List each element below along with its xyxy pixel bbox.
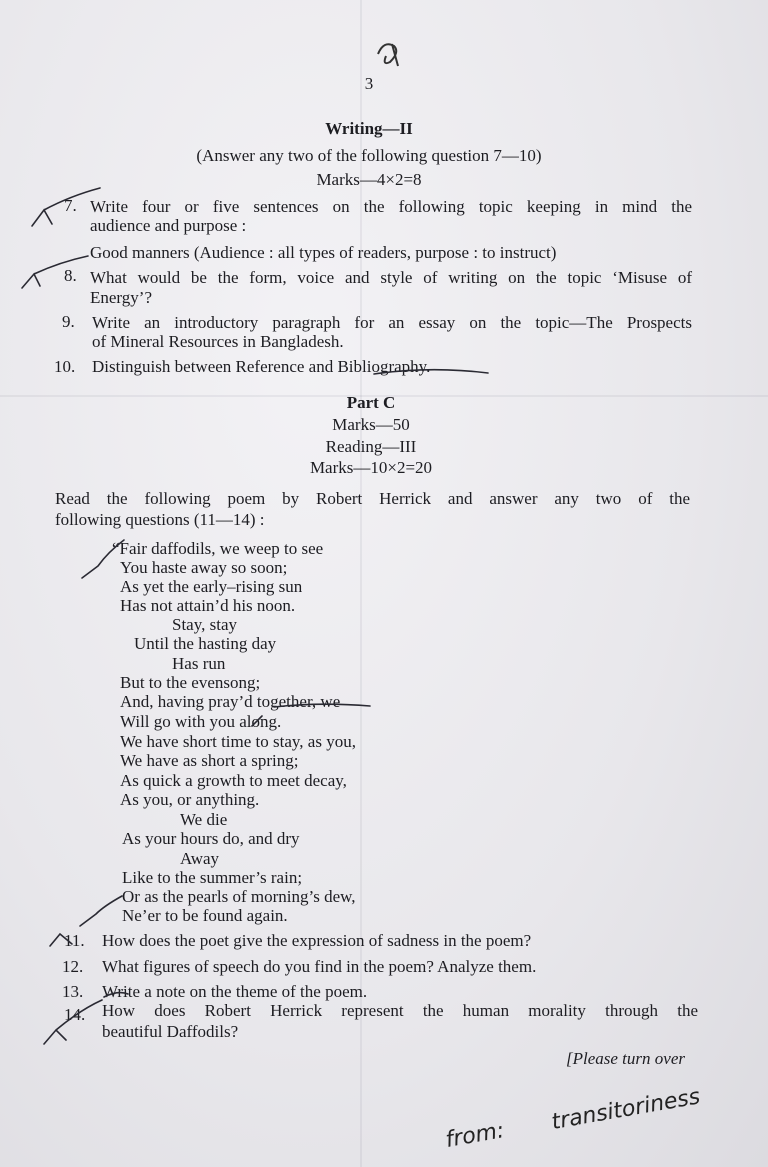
poem-line: Has not attain’d his noon. — [120, 596, 296, 615]
question-14-line1: How does Robert Herrick represent the human morality through the — [102, 1001, 698, 1020]
question-7-topic: Good manners (Audience : all types of readers, purpose : to instruct) — [90, 243, 557, 262]
question-13-line1: Write a note on the theme of the poem. — [102, 982, 368, 1001]
question-8-line2: Energy’? — [90, 288, 152, 307]
poem-line: As yet the early–rising sun — [120, 577, 303, 596]
question-8-number: 8. — [64, 266, 77, 285]
question-10-number: 10. — [54, 357, 76, 376]
poem-line: We have short time to stay, as you, — [120, 732, 356, 751]
question-12-number: 12. — [62, 957, 84, 976]
poem-line: As quick a growth to meet decay, — [120, 771, 347, 790]
question-7-line2: audience and purpose : — [90, 216, 247, 235]
handwritten-note-right: transitoriness — [549, 1084, 703, 1135]
question-8-line1: What would be the form, voice and style of writing on the topic ‘Misuse of — [90, 268, 692, 287]
reading-marks: Marks—10×2=20 — [309, 458, 433, 477]
question-11-line1: How does the poet give the expression of sadness in the poem? — [102, 931, 532, 950]
page-number: 3 — [364, 74, 374, 93]
poem-line: As your hours do, and dry — [122, 829, 300, 848]
writing-marks: Marks—4×2=8 — [316, 170, 422, 189]
poem-line: Will go with you along. — [120, 712, 282, 731]
poem-intro-line1: Read the following poem by Robert Herrick and answer any two of the — [55, 489, 690, 508]
question-11-number: 11. — [64, 931, 85, 950]
poem-line: You haste away so soon; — [120, 558, 288, 577]
poem-line: As you, or anything. — [120, 790, 260, 809]
poem-line: Away — [180, 849, 220, 868]
poem-line: We die — [180, 810, 228, 829]
poem-intro-line2: following questions (11—14) : — [55, 510, 265, 529]
writing-instruction: (Answer any two of the following question 7—10) — [196, 146, 542, 165]
question-10-line1: Distinguish between Reference and Bibliography. — [92, 357, 431, 376]
writing-section-title: Writing—II — [325, 119, 413, 138]
question-12-line1: What figures of speech do you find in the poem? Analyze them. — [102, 957, 537, 976]
question-14-line2: beautiful Daffodils? — [102, 1022, 239, 1041]
question-9-line2: of Mineral Resources in Bangladesh. — [92, 332, 344, 351]
question-7-line1: Write four or five sentences on the following topic keeping in mind the — [90, 197, 692, 216]
handwritten-note-left: from: — [443, 1118, 507, 1153]
poem-line: Until the hasting day — [134, 634, 277, 653]
poem-line: Or as the pearls of morning’s dew, — [122, 887, 356, 906]
question-13-number: 13. — [62, 982, 84, 1001]
question-9-number: 9. — [62, 312, 75, 331]
part-c-title: Part C — [346, 393, 396, 412]
poem-line: Ne’er to be found again. — [122, 906, 288, 925]
part-c-marks: Marks—50 — [332, 415, 410, 434]
poem-line: We have as short a spring; — [120, 751, 299, 770]
poem-line: Has run — [172, 654, 226, 673]
poem-line: “Fair daffodils, we weep to see — [112, 539, 324, 558]
turn-over-note: [Please turn over — [566, 1049, 685, 1068]
question-7-number: 7. — [64, 196, 77, 215]
poem-line: But to the evensong; — [120, 673, 261, 692]
poem-line: Like to the summer’s rain; — [122, 868, 303, 887]
poem-line: Stay, stay — [172, 615, 238, 634]
reading-title: Reading—III — [325, 437, 417, 456]
question-9-line1: Write an introductory paragraph for an essay on the topic—The Prospects — [92, 313, 692, 332]
question-14-number: 14. — [64, 1005, 86, 1024]
poem-line: And, having pray’d together, we — [120, 692, 341, 711]
